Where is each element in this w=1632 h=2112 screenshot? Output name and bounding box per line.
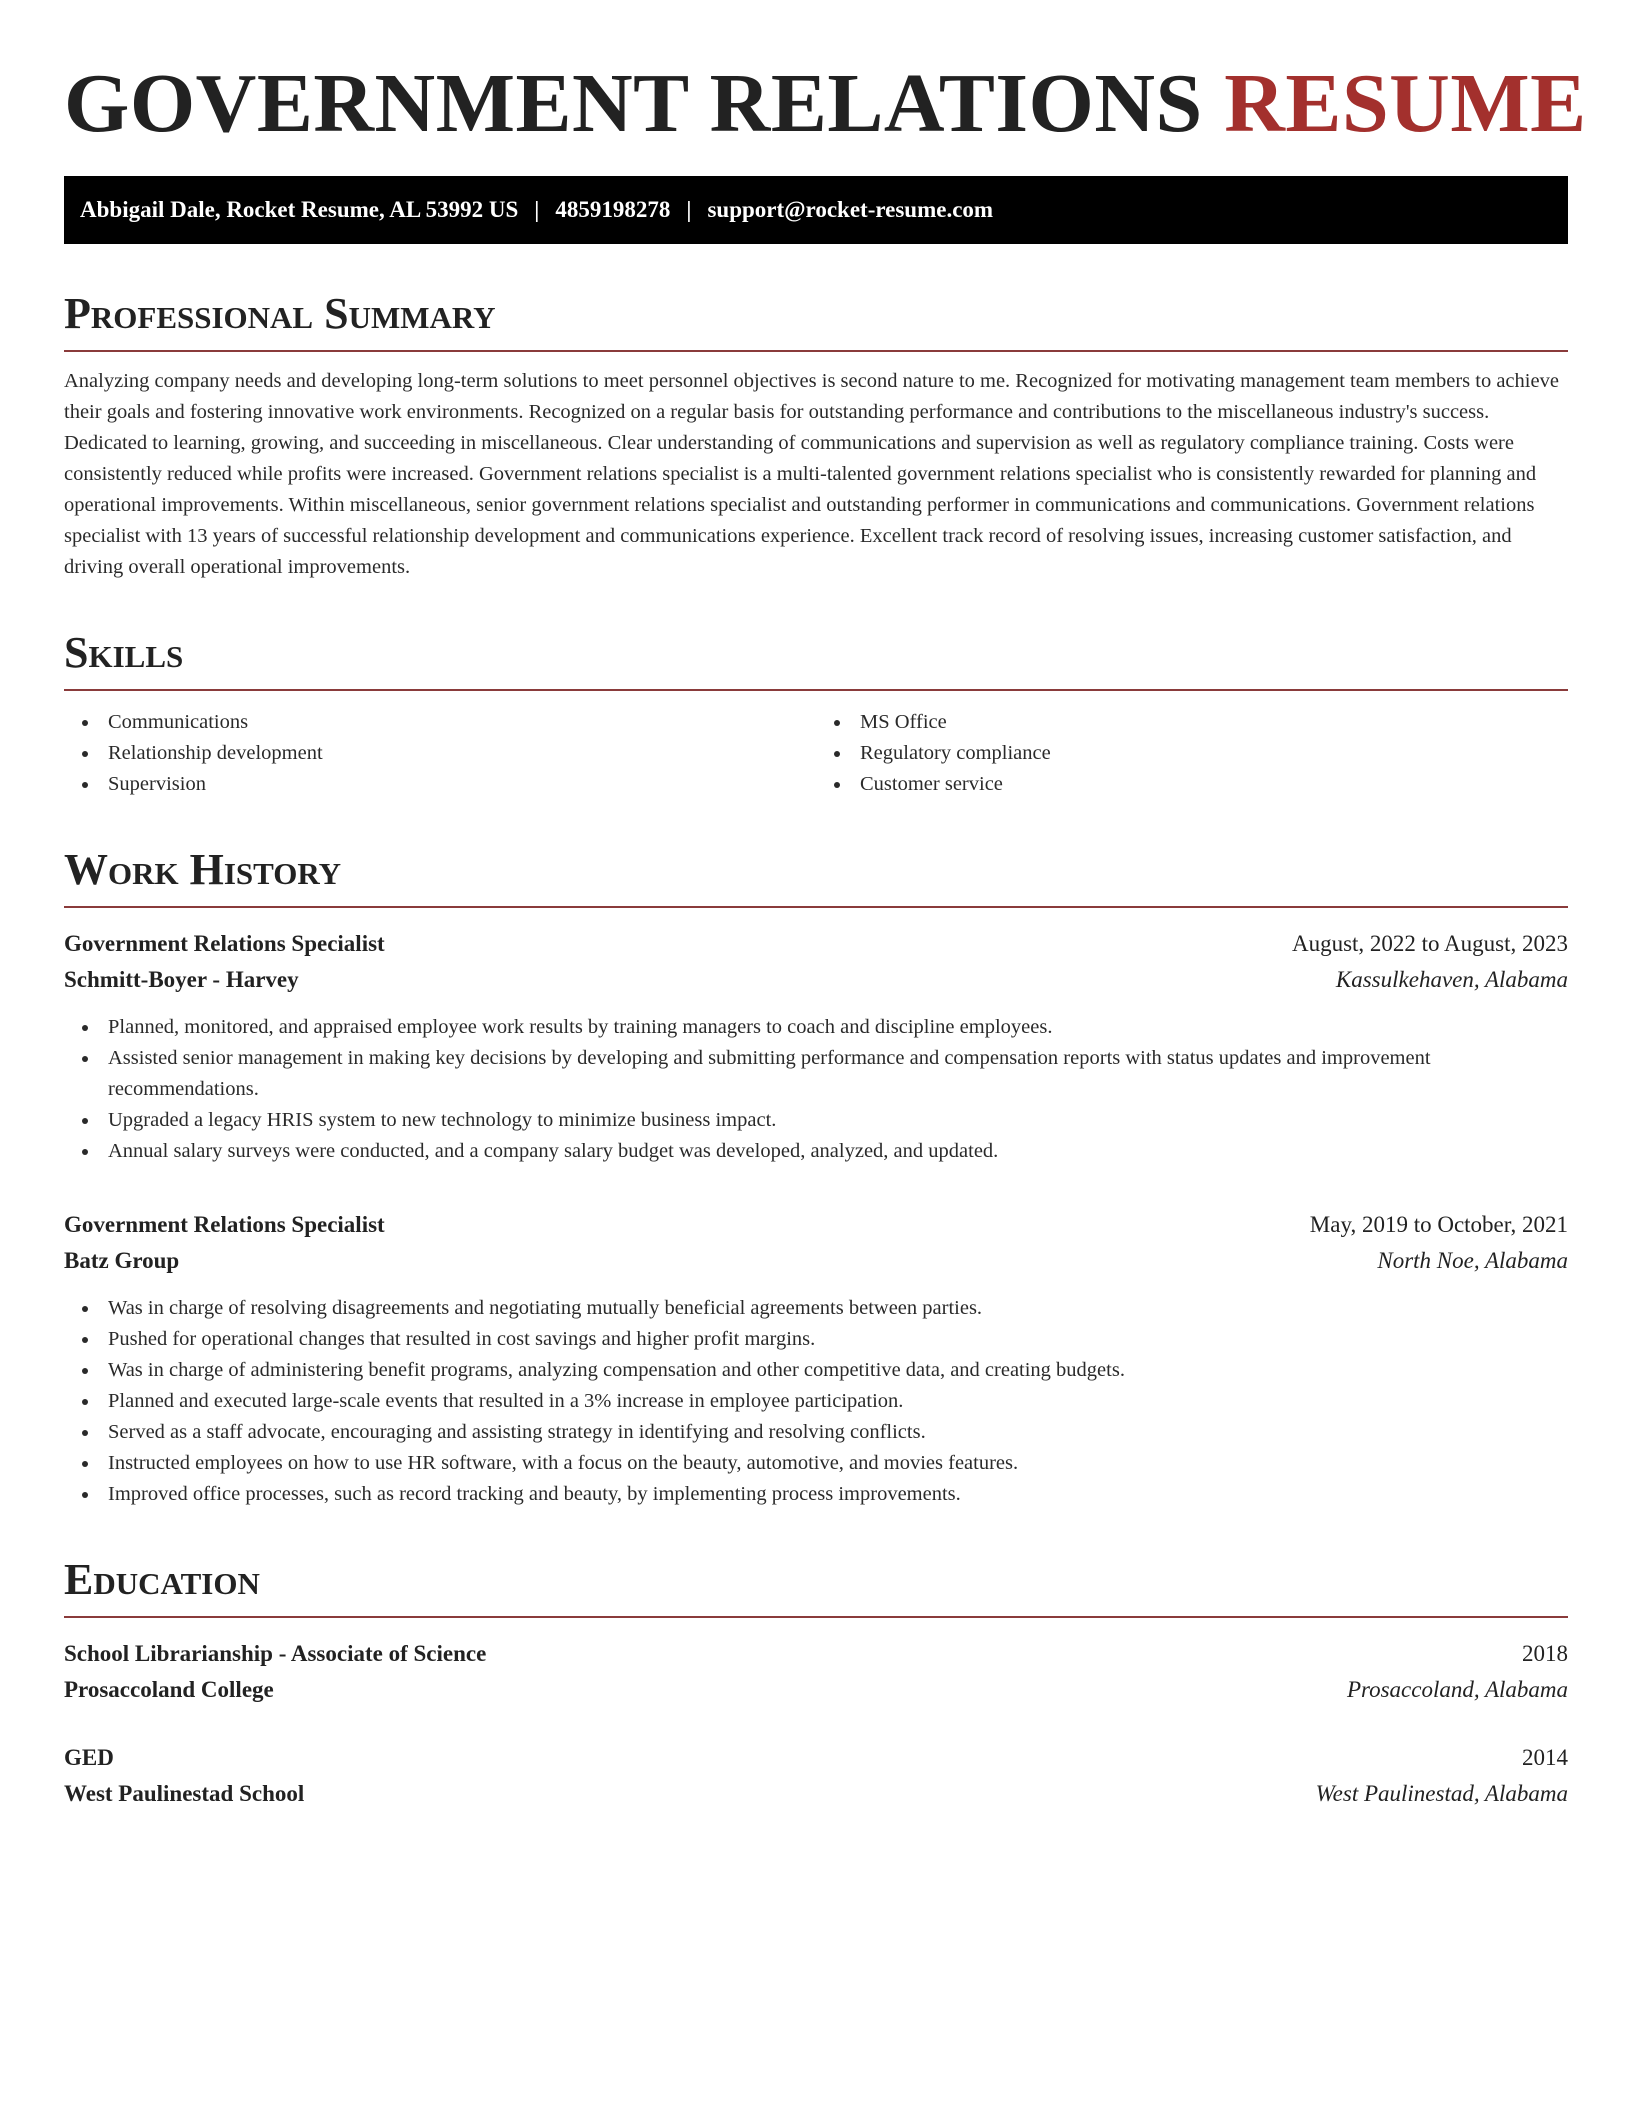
job-company-row <box>64 1243 1568 1279</box>
job-company-row <box>64 962 1568 998</box>
job-bullet: Instructed employees on how to use HR software, with a focus on the beauty, automotive, and movies features. <box>108 1448 1568 1479</box>
job-bullet: Planned and executed large-scale events that resulted in a 3% increase in employee participation. <box>108 1386 1568 1417</box>
education-degree-row <box>64 1636 1568 1672</box>
contact-email: support@rocket-resume.com <box>707 197 994 222</box>
contact-separator: | <box>686 197 692 222</box>
job-bullet: Annual salary surveys were conducted, and a company salary budget was developed, analyzed, and updated. <box>108 1136 1568 1167</box>
title-accent: RESUME <box>1224 57 1587 150</box>
contact-separator: | <box>534 197 540 222</box>
education-location: Prosaccoland, Alabama <box>1346 1677 1568 1702</box>
skills-heading: Skills <box>64 627 1568 691</box>
job-header-row <box>64 1207 1568 1243</box>
job-company: Schmitt-Boyer - Harvey <box>64 967 299 992</box>
job-company: Batz Group <box>64 1248 180 1273</box>
summary-text: Analyzing company needs and developing long-term solutions to meet personnel objectives is second nature to me. Recognized for motivating management team members to achieve their goals and fostering innovative work environments. Recognized on a regular basis for outstanding performance and contributions to the miscellaneous industry's success. Dedicated to learning, growing, and succeeding in miscellaneous. Clear understanding of communications and supervision as well as regulatory compliance training. Costs were consistently reduced while profits were increased. Government relations specialist is a multi-talented government relations specialist who is consistently rewarded for planning and operational improvements. Within miscellaneous, senior government relations specialist and outstanding performer in communications and communications. Government relations specialist with 13 years of successful relationship development and communications experience. Excellent track record of resolving issues, increasing customer satisfaction, and driving overall operational improvements. <box>64 370 1559 578</box>
education-heading: Education <box>64 1554 1568 1618</box>
skill-item: Supervision <box>108 769 816 800</box>
job-dates: May, 2019 to October, 2021 <box>1309 1212 1568 1237</box>
skills-column-right <box>816 707 1568 800</box>
skill-item: MS Office <box>860 707 1568 738</box>
education-degree: School Librarianship - Associate of Science <box>64 1641 487 1666</box>
job-entry <box>64 926 1568 1167</box>
skills-column-left <box>64 707 816 800</box>
contact-bar <box>64 176 1568 244</box>
job-bullet: Assisted senior management in making key decisions by developing and submitting performance and compensation reports with status updates and improvement recommendations. <box>108 1043 1568 1105</box>
education-location: West Paulinestad, Alabama <box>1315 1781 1568 1806</box>
job-title: Government Relations Specialist <box>64 931 385 956</box>
contact-address: Abbigail Dale, Rocket Resume, AL 53992 US <box>80 197 519 222</box>
job-bullet: Upgraded a legacy HRIS system to new technology to minimize business impact. <box>108 1105 1568 1136</box>
skills-section <box>64 627 1568 800</box>
skills-grid <box>64 707 1568 800</box>
education-school: Prosaccoland College <box>64 1677 274 1702</box>
education-degree-row <box>64 1740 1568 1776</box>
work-history-heading: Work History <box>64 844 1568 908</box>
job-title: Government Relations Specialist <box>64 1212 385 1237</box>
title-main: GOVERNMENT RELATIONS <box>64 57 1225 150</box>
education-section <box>64 1554 1568 1812</box>
job-location: Kassulkehaven, Alabama <box>1335 967 1568 992</box>
skill-item: Relationship development <box>108 738 816 769</box>
job-entry <box>64 1207 1568 1510</box>
job-location: North Noe, Alabama <box>1377 1248 1568 1273</box>
job-dates: August, 2022 to August, 2023 <box>1291 931 1568 956</box>
education-entry <box>64 1636 1568 1708</box>
job-bullet: Planned, monitored, and appraised employee work results by training managers to coach and discipline employees. <box>108 1012 1568 1043</box>
skill-item: Customer service <box>860 769 1568 800</box>
education-entry <box>64 1740 1568 1812</box>
summary-section <box>64 288 1568 583</box>
job-bullet: Was in charge of resolving disagreements and negotiating mutually beneficial agreements between parties. <box>108 1293 1568 1324</box>
skill-item: Regulatory compliance <box>860 738 1568 769</box>
education-school: West Paulinestad School <box>64 1781 305 1806</box>
job-bullet: Served as a staff advocate, encouraging and assisting strategy in identifying and resolving conflicts. <box>108 1417 1568 1448</box>
education-year: 2018 <box>1522 1641 1568 1666</box>
job-bullets <box>64 1293 1568 1510</box>
skill-item: Communications <box>108 707 816 738</box>
resume-title <box>64 56 1587 152</box>
education-degree: GED <box>64 1745 114 1770</box>
job-bullets <box>64 1012 1568 1167</box>
education-school-row <box>64 1776 1568 1812</box>
job-bullet: Was in charge of administering benefit programs, analyzing compensation and other competitive data, and creating budgets. <box>108 1355 1568 1386</box>
education-year: 2014 <box>1522 1745 1568 1770</box>
job-header-row <box>64 926 1568 962</box>
job-bullet: Pushed for operational changes that resulted in cost savings and higher profit margins. <box>108 1324 1568 1355</box>
job-bullet: Improved office processes, such as record tracking and beauty, by implementing process improvements. <box>108 1479 1568 1510</box>
work-history-section <box>64 844 1568 1510</box>
contact-phone: 4859198278 <box>555 197 671 222</box>
summary-heading: Professional Summary <box>64 288 1568 352</box>
education-school-row <box>64 1672 1568 1708</box>
